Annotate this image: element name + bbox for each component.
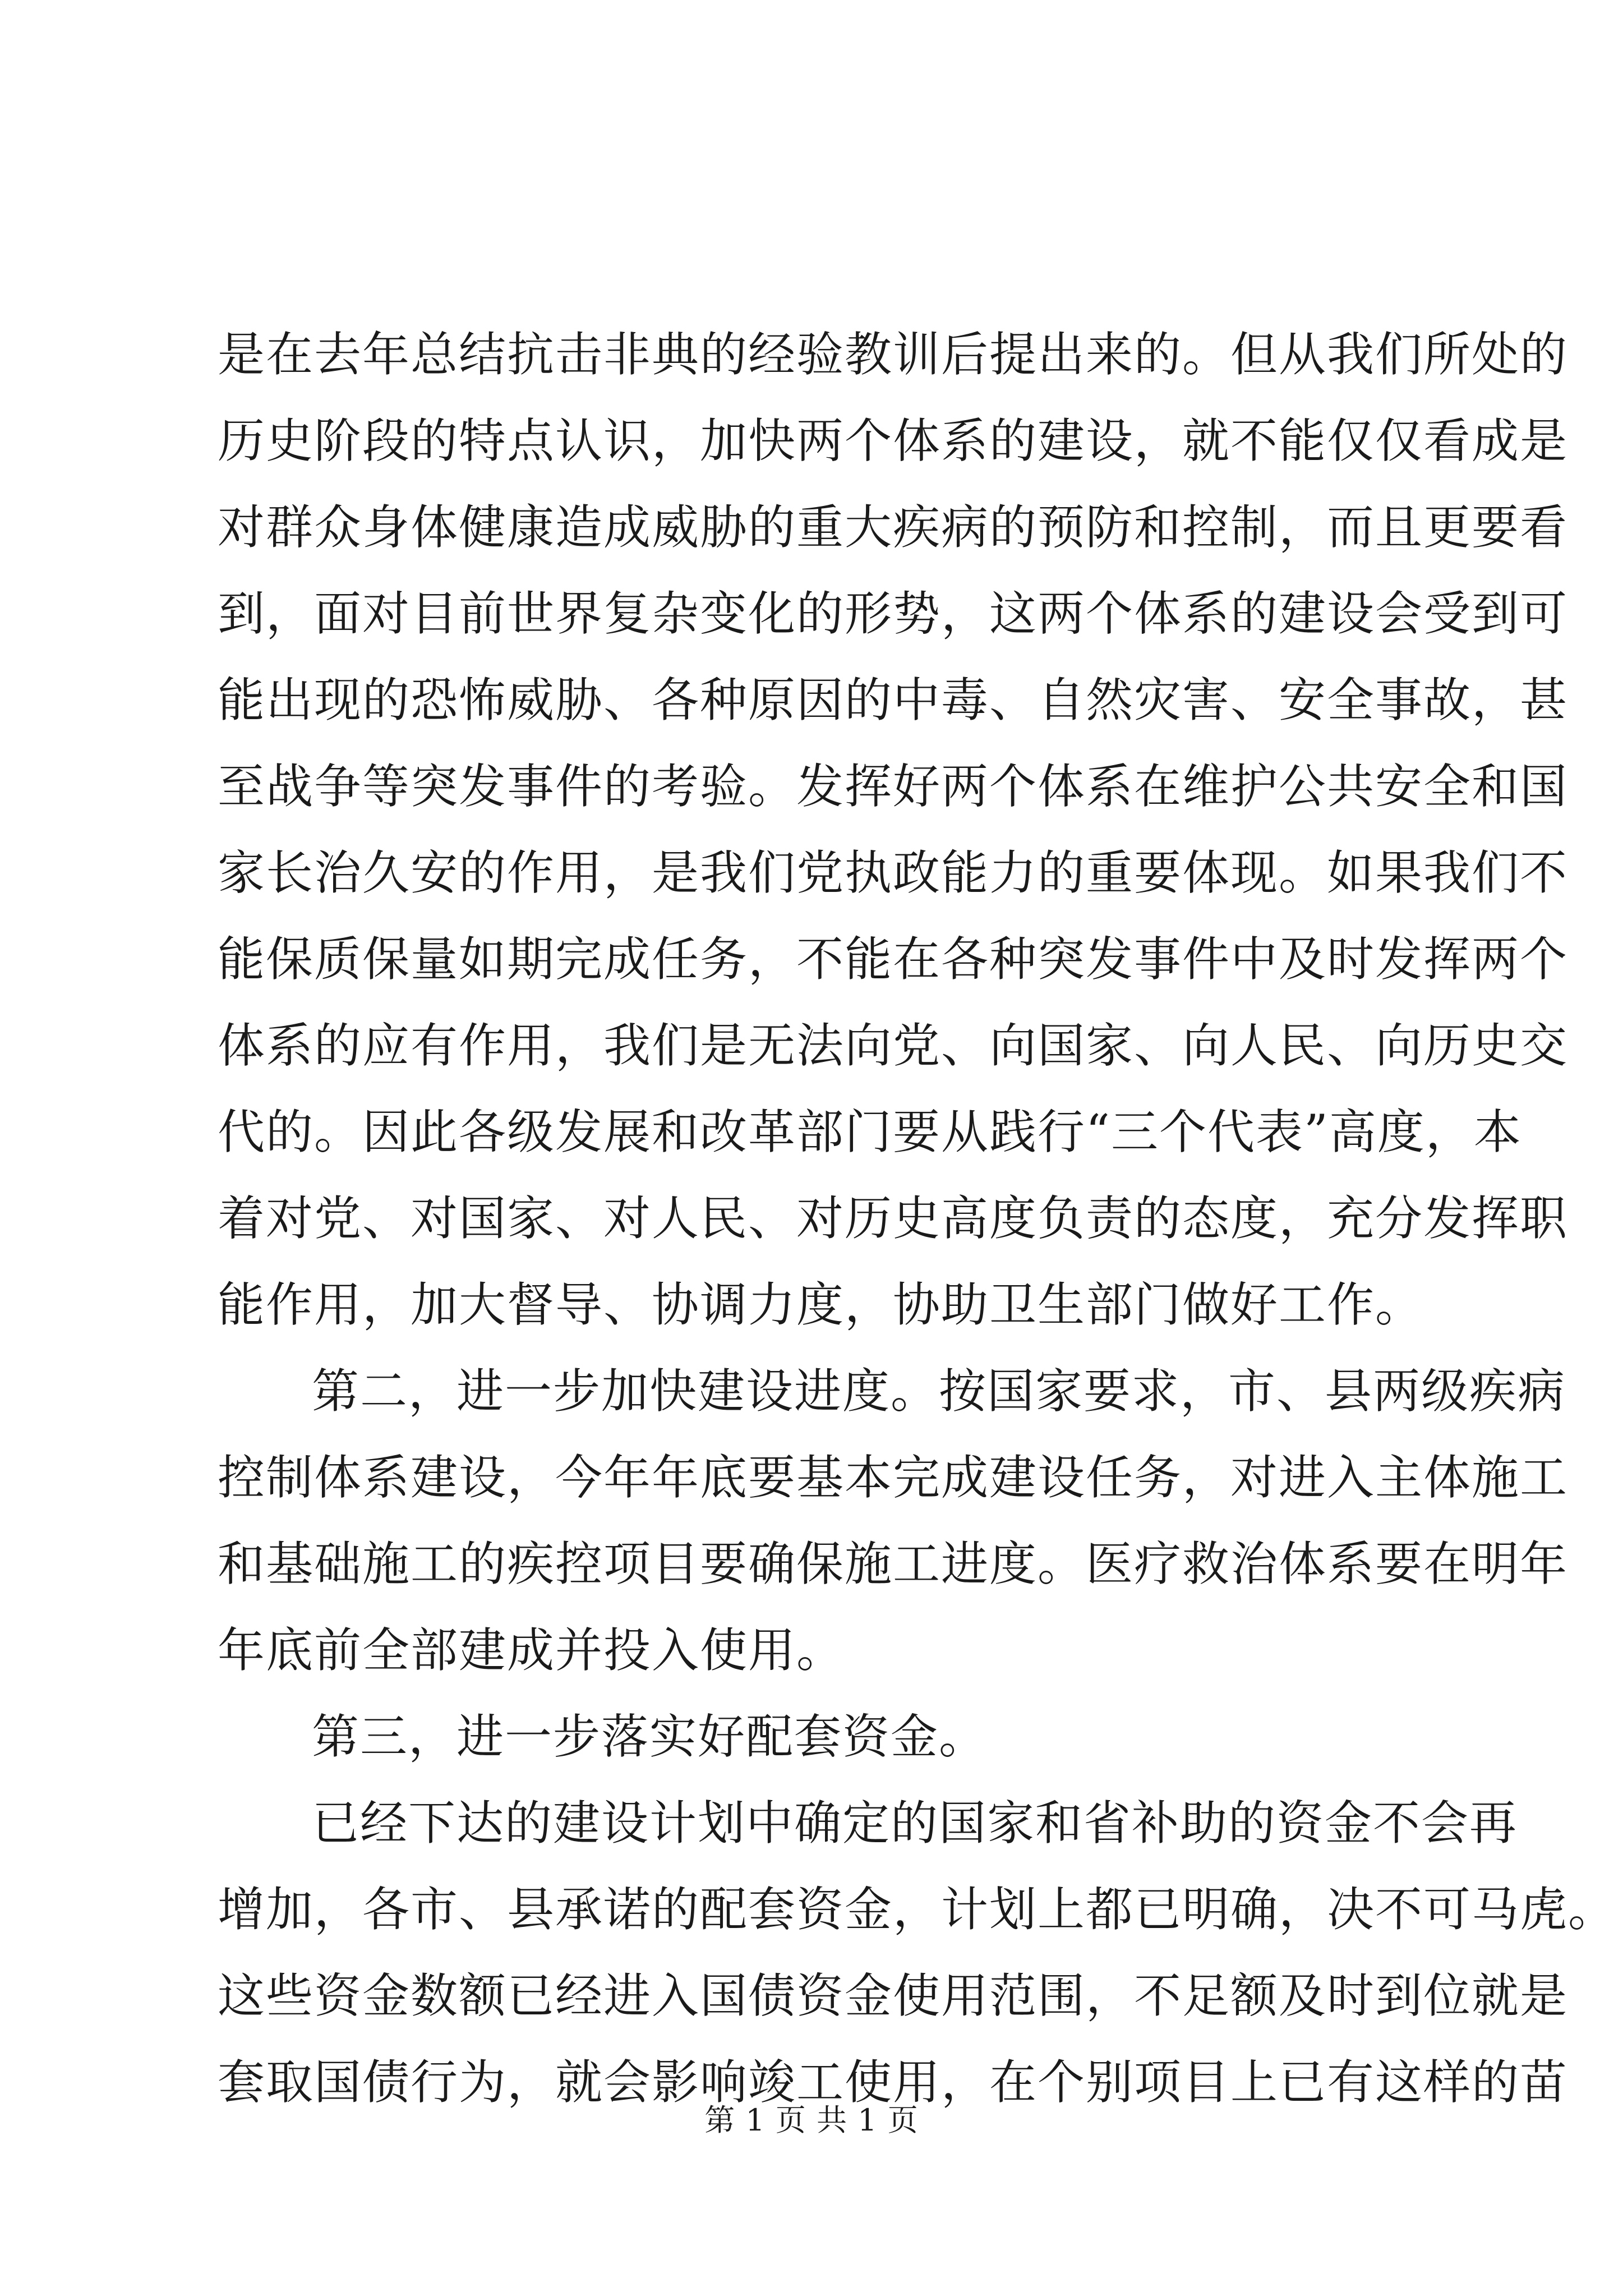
text-line: 第二，进一步加快建设进度。按国家要求，市、县两级疾病 [312,1364,1566,1419]
text-line: 年底前全部建成并投入使用。 [218,1623,845,1678]
text-line: 能出现的恐怖威胁、各种原因的中毒、自然灾害、安全事故，甚 [218,673,1569,728]
text-line: 控制体系建设，今年年底要基本完成建设任务，对进入主体施工 [218,1450,1569,1505]
page-number-footer: 第 1 页 共 1 页 [704,2102,919,2138]
text-line: 和基础施工的疾控项目要确保施工进度。医疗救治体系要在明年 [218,1536,1569,1591]
paragraph [218,1780,1617,2125]
text-line: 代的。因此各级发展和改革部门要从践行“三个代表”高度，本 [218,1105,1522,1159]
text-line: 增加，各市、县承诺的配套资金，计划上都已明确，决不可马虎。 [218,1882,1617,1937]
text-line: 能作用，加大督导、协调力度，协助卫生部门做好工作。 [218,1277,1424,1332]
text-line: 到，面对目前世界复杂变化的形势，这两个体系的建设会受到可 [218,586,1569,641]
text-line: 家长治久安的作用，是我们党执政能力的重要体现。如果我们不 [218,845,1569,900]
text-line: 至战争等突发事件的考验。发挥好两个体系在维护公共安全和国 [218,759,1569,814]
text-line: 这些资金数额已经进入国债资金使用范围，不足额及时到位就是 [218,1968,1569,2023]
text-line: 对群众身体健康造成威胁的重大疾病的预防和控制，而且更要看 [218,500,1569,555]
text-line: 历史阶段的特点认识，加快两个体系的建设，就不能仅仅看成是 [218,413,1569,468]
text-line: 体系的应有作用，我们是无法向党、向国家、向人民、向历史交 [218,1018,1569,1073]
paragraph [218,1348,1569,1694]
text-line: 已经下达的建设计划中确定的国家和省补助的资金不会再 [312,1796,1518,1851]
text-line: 能保质保量如期完成任务，不能在各种突发事件中及时发挥两个 [218,932,1569,987]
text-line: 套取国债行为，就会影响竣工使用，在个别项目上已有这样的苗 [218,2055,1569,2110]
paragraph [218,311,1569,1348]
text-line: 着对党、对国家、对人民、对历史高度负责的态度，充分发挥职 [218,1191,1569,1246]
text-line: 第三，进一步落实好配套资金。 [312,1709,988,1764]
text-line: 是在去年总结抗击非典的经验教训后提出来的。但从我们所处的 [218,327,1569,382]
paragraph [218,1694,1429,1780]
document-body [218,311,1617,2125]
